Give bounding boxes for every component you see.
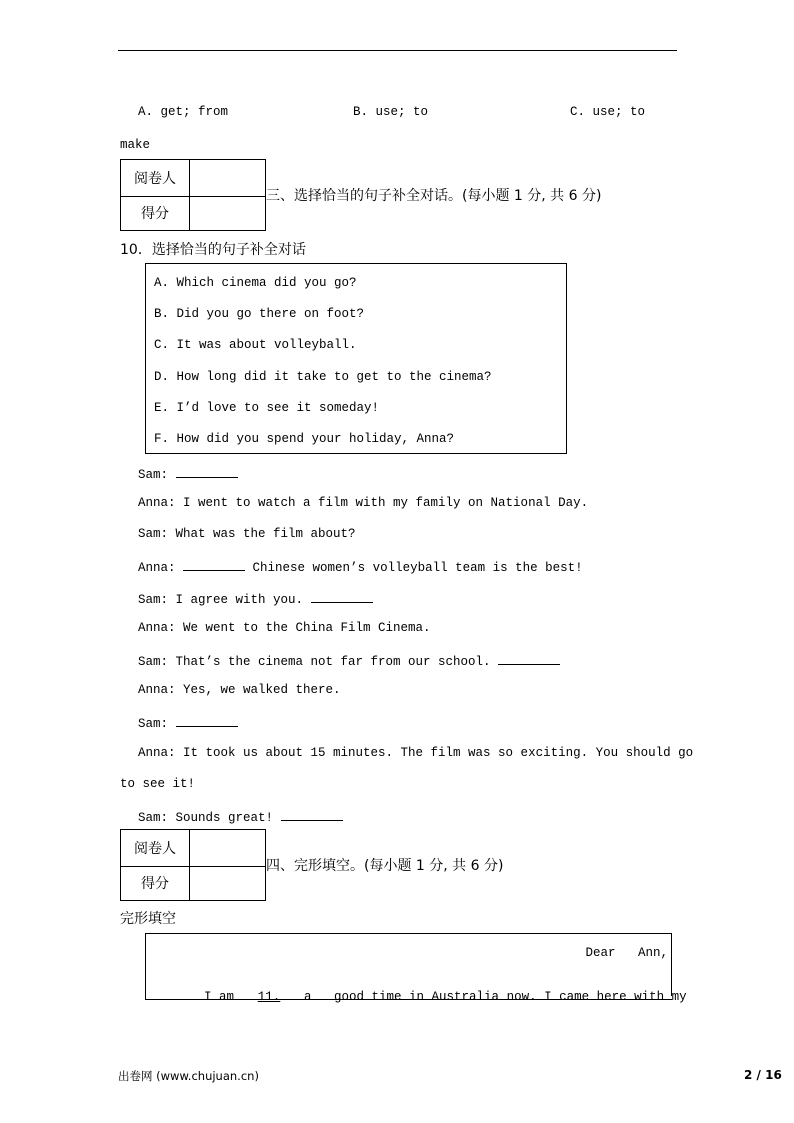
cloze-blank-11[interactable] [234,990,304,1004]
answer-blank-5[interactable] [176,714,238,727]
score-box-section3 [120,159,266,231]
option-item-a: A. Which cinema did you go? [154,276,357,290]
cloze-subtitle: 完形填空 [120,911,176,927]
option-b: B. use; to [353,105,429,119]
dialogue-line-1 [138,465,238,482]
cloze-blank-number: 11. [257,990,281,1004]
dialogue-speaker-text: Sam: [138,717,169,731]
dialogue-line-10-wrap: to see it! [120,777,196,791]
dialogue-line-7 [138,652,560,669]
footer-site: 出卷网 (www.chujuan.cn) [118,1069,259,1083]
answer-blank-3[interactable] [311,590,373,603]
option-item-e: E. I’d love to see it someday! [154,401,380,415]
option-c: C. use; to [570,105,646,119]
answer-blank-4[interactable] [498,652,560,665]
dialogue-speaker-text: Sam: I agree with you. [138,593,304,607]
dialogue-line-5 [138,590,373,607]
reviewer-label: 阅卷人 [121,830,190,866]
passage-text: I am [204,990,235,1004]
passage-box [145,933,687,1004]
section4-title: 四、完形填空。(每小题 1 分, 共 6 分) [266,858,504,874]
dialogue-speaker-text: Sam: [138,468,169,482]
score-label: 得分 [121,866,190,900]
dialogue-line-10: Anna: It took us about 15 minutes. The film was so exciting. You should go [138,746,694,760]
answer-blank-1[interactable] [176,465,238,478]
score-box-row-score [121,866,265,900]
dialogue-line-9 [138,714,238,731]
option-item-b: B. Did you go there on foot? [154,307,365,321]
options-box [145,263,567,454]
answer-blank-6[interactable] [281,808,343,821]
score-box-section4 [120,829,266,901]
dialogue-line-8: Anna: Yes, we walked there. [138,683,341,697]
passage-line-1 [174,976,687,1018]
option-item-f: F. How did you spend your holiday, Anna? [154,432,455,446]
option-wrap: make [120,138,151,152]
question-10-title: 10．选择恰当的句子补全对话 [120,242,306,258]
option-item-c: C. It was about volleyball. [154,338,357,352]
score-box-row-reviewer [121,160,265,197]
score-label: 得分 [121,196,190,230]
reviewer-label: 阅卷人 [121,160,190,196]
header-rule [118,50,677,51]
dialogue-continuation: Chinese women’s volleyball team is the best! [252,561,583,575]
score-box-row-reviewer [121,830,265,867]
passage-greeting: Dear Ann, [585,946,668,960]
dialogue-line-11 [138,808,343,825]
section3-title: 三、选择恰当的句子补全对话。(每小题 1 分, 共 6 分) [266,188,602,204]
page-number: 2 / 16 [744,1068,782,1082]
dialogue-line-6: Anna: We went to the China Film Cinema. [138,621,431,635]
dialogue-line-3: Sam: What was the film about? [138,527,356,541]
score-box-row-score [121,196,265,230]
option-item-d: D. How long did it take to get to the cinema? [154,370,492,384]
dialogue-speaker-text: Anna: [138,561,176,575]
option-a: A. get; from [138,105,229,119]
dialogue-line-2: Anna: I went to watch a film with my family on National Day. [138,496,589,510]
dialogue-line-4 [138,558,583,575]
dialogue-speaker-text: Sam: That’s the cinema not far from our school. [138,655,491,669]
dialogue-speaker-text: Sam: Sounds great! [138,811,274,825]
answer-blank-2[interactable] [183,558,245,571]
passage-text: a good time in Australia now. I came here with my [304,990,687,1004]
